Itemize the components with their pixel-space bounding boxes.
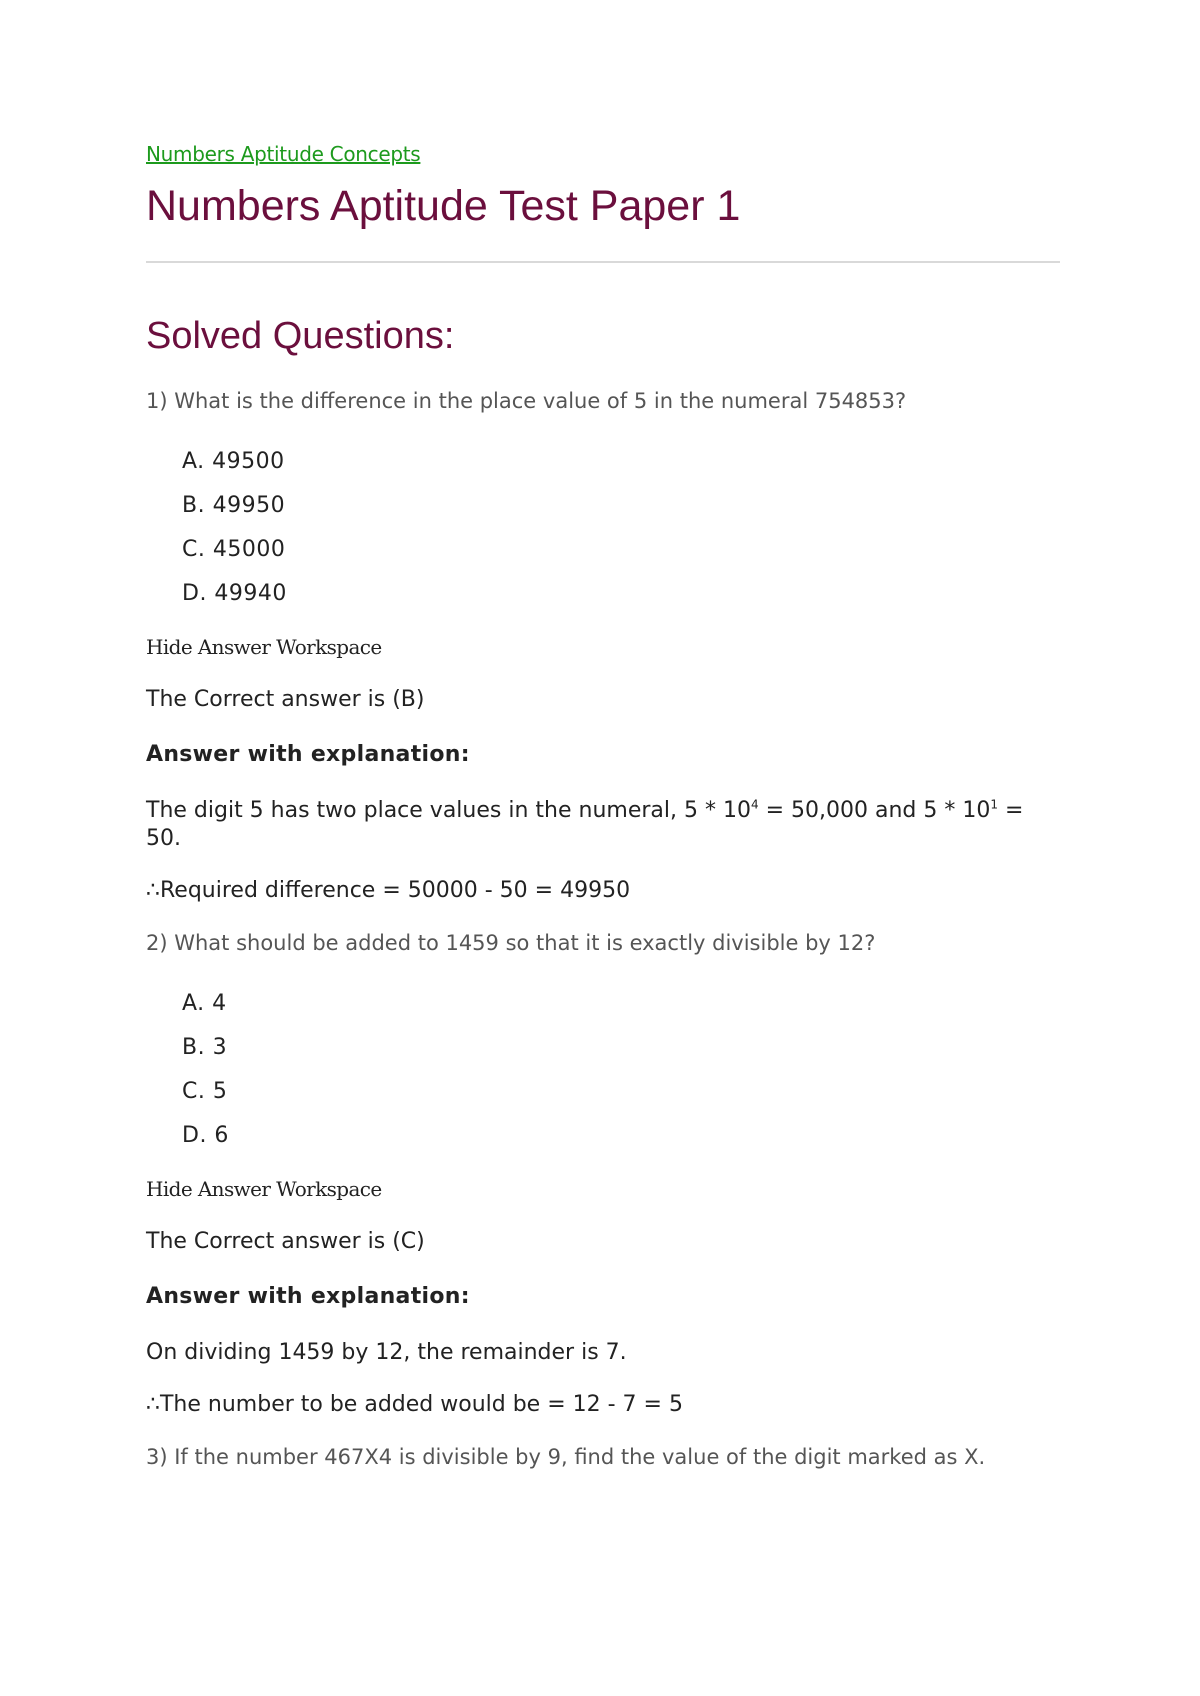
explanation-text: The digit 5 has two place values in the numeral, $5 * 10^4 = 50,000$ and $5 * 10^1 = 50$. — [146, 797, 1024, 852]
option-b: B. 49950 — [182, 493, 286, 519]
explanation-title: Answer with explanation: — [146, 742, 470, 768]
explanation-title: Answer with explanation: — [146, 1284, 470, 1310]
article — [146, 142, 1060, 1471]
hide-answer-toggle[interactable]: Hide Answer Workspace — [146, 1177, 382, 1202]
option-c: C. 45000 — [182, 537, 286, 563]
correct-answer: The Correct answer is (B) — [146, 687, 425, 713]
question-1-text: 1) What is the difference in the place value of 5 in the numeral 754853? — [146, 389, 907, 414]
breadcrumb-link[interactable]: Numbers Aptitude Concepts — [146, 142, 421, 166]
option-d: D. 6 — [182, 1123, 229, 1149]
superscript: 1 — [990, 797, 999, 812]
question-2-options — [146, 982, 1060, 1158]
explanation-text: On dividing 1459 by 12, the remainder is 7. — [146, 1340, 627, 1366]
divider — [146, 261, 1060, 263]
option-a: A. 49500 — [182, 449, 285, 475]
explanation-result: ∴The number to be added would be = 12 - 7 = 5 — [146, 1392, 683, 1418]
question-1-options — [146, 440, 1060, 616]
question-3-text: 3) If the number 467X4 is divisible by 9, find the value of the digit marked as X. — [146, 1445, 986, 1470]
question-2-text: 2) What should be added to 1459 so that it is exactly divisible by 12? — [146, 931, 876, 956]
option-d: D. 49940 — [182, 581, 287, 607]
option-c: C. 5 — [182, 1079, 228, 1105]
correct-answer: The Correct answer is (C) — [146, 1229, 425, 1255]
explanation-result: ∴Required difference = 50000 - 50 = 49950 — [146, 878, 631, 904]
option-a: A. 4 — [182, 991, 227, 1017]
superscript: 4 — [750, 797, 759, 812]
section-heading: Solved Questions: — [146, 315, 455, 358]
hide-answer-toggle[interactable]: Hide Answer Workspace — [146, 635, 382, 660]
page-title: Numbers Aptitude Test Paper 1 — [146, 182, 741, 230]
option-b: B. 3 — [182, 1035, 228, 1061]
